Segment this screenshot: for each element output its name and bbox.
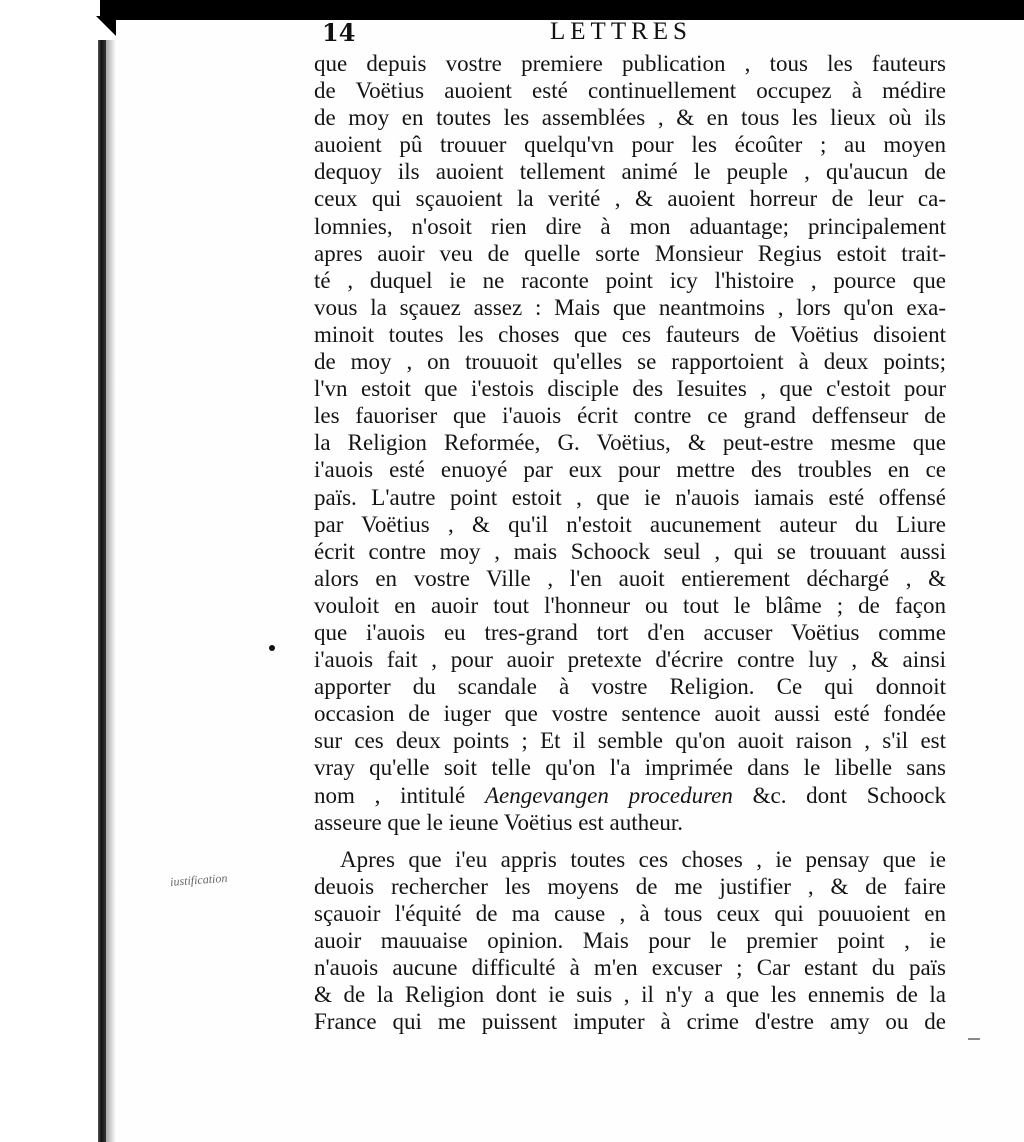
text-line: té , duquel ie ne raconte point icy l'histoire , pource que (314, 267, 946, 293)
text-line: deuois rechercher les moyens de me justifier , & de faire (314, 873, 946, 899)
paragraph-end-line: asseure que le ieune Voëtius est autheur. (314, 809, 683, 835)
text-segment: nom , intitulé (314, 782, 485, 808)
ink-mark (968, 1038, 980, 1040)
text-line: écrit contre moy , mais Schoock seul , qui se trouuant aussi (314, 538, 946, 564)
text-line: auoir mauuaise opinion. Mais pour le premier point , ie (314, 928, 946, 953)
text-line: vouloit en auoir tout l'honneur ou tout le blâme ; de façon (314, 592, 946, 618)
text-line: ceux qui sçauoient la verité , & auoient horreur de leur ca- (314, 186, 946, 212)
text-line: vray qu'elle soit telle qu'on l'a imprimée dans le libelle sans (314, 755, 946, 781)
text-line: & de la Religion dont ie suis , il n'y a que les ennemis de la (314, 982, 946, 1008)
running-title: LETTRES (550, 18, 692, 45)
text-line: païs. L'autre point estoit , que ie n'auois iamais esté offensé (314, 484, 946, 510)
text-line: sur ces deux points ; Et il semble qu'on auoit raison , s'il est (314, 728, 946, 754)
book-spine-edge (98, 40, 106, 1142)
text-line: auoient pû trouuer quelqu'vn pour les écoûter ; au moyen (314, 132, 946, 158)
text-line: apres auoir veu de quelle sorte Monsieur Regius estoit trait- (314, 240, 946, 266)
ink-dot (269, 645, 275, 651)
text-line: n'auois aucune difficulté à m'en excuser ; Car estant du païs (314, 955, 946, 981)
page-number: 14 (322, 18, 356, 47)
text-line: vous la sçauez assez : Mais que neantmoins , lors qu'on exa- (314, 294, 946, 320)
paragraph-gap (314, 836, 946, 846)
text-segment: &c. dont Schoock (732, 782, 946, 808)
text-line: par Voëtius , & qu'il n'estoit aucunement auteur du Liure (314, 511, 946, 537)
handwritten-margin-note: iustification (169, 870, 228, 889)
scan-top-border (0, 0, 1024, 20)
text-line: minoit toutes les choses que ces fauteurs de Voëtius disoient (314, 321, 946, 347)
text-line: France qui me puissent imputer à crime d'estre amy ou de (314, 1009, 946, 1035)
text-line: occasion de iuger que vostre sentence auoit aussi esté fondée (314, 701, 946, 727)
text-line: que i'auois eu tres-grand tort d'en accuser Voëtius comme (314, 619, 946, 645)
spine-shadow (106, 40, 116, 1142)
text-line: Apres que i'eu appris toutes ces choses , ie pensay que ie (340, 846, 946, 872)
text-line: apporter du scandale à vostre Religion. Ce qui donnoit (314, 674, 946, 700)
text-line: lomnies, n'osoit rien dire à mon aduantage; principalement (314, 213, 946, 239)
text-line-with-title (314, 782, 946, 809)
text-line: la Religion Reformée, G. Voëtius, & peut-estre mesme que (314, 430, 946, 456)
text-line: alors en vostre Ville , l'en auoit entierement déchargé , & (314, 565, 946, 591)
text-line: dequoy ils auoient tellement animé le peuple , qu'aucun de (314, 159, 946, 185)
text-line: i'auois fait , pour auoir pretexte d'écrire contre luy , & ainsi (314, 647, 946, 673)
text-line: i'auois esté enuoyé par eux pour mettre des troubles en ce (314, 457, 946, 483)
text-line: sçauoir l'équité de ma cause , à tous ceux qui pouuoient en (314, 900, 946, 926)
text-line: l'vn estoit que i'estois disciple des Iesuites , que c'estoit pour (314, 376, 946, 402)
scan-left-margin (0, 0, 100, 1142)
text-line: que depuis vostre premiere publication , tous les fauteurs (314, 51, 946, 76)
page-header (322, 18, 962, 48)
main-text (314, 50, 946, 1035)
text-line: de moy , on trouuoit qu'elles se rapportoient à deux points; (314, 349, 946, 375)
cited-title: Aengevangen proceduren (484, 782, 733, 808)
text-line: les fauoriser que i'auois écrit contre ce grand deffenseur de (314, 403, 946, 429)
text-line: de moy en toutes les assemblées , & en tous les lieux où ils (314, 105, 946, 131)
text-line: de Voëtius auoient esté continuellement occupez à médire (314, 78, 946, 104)
